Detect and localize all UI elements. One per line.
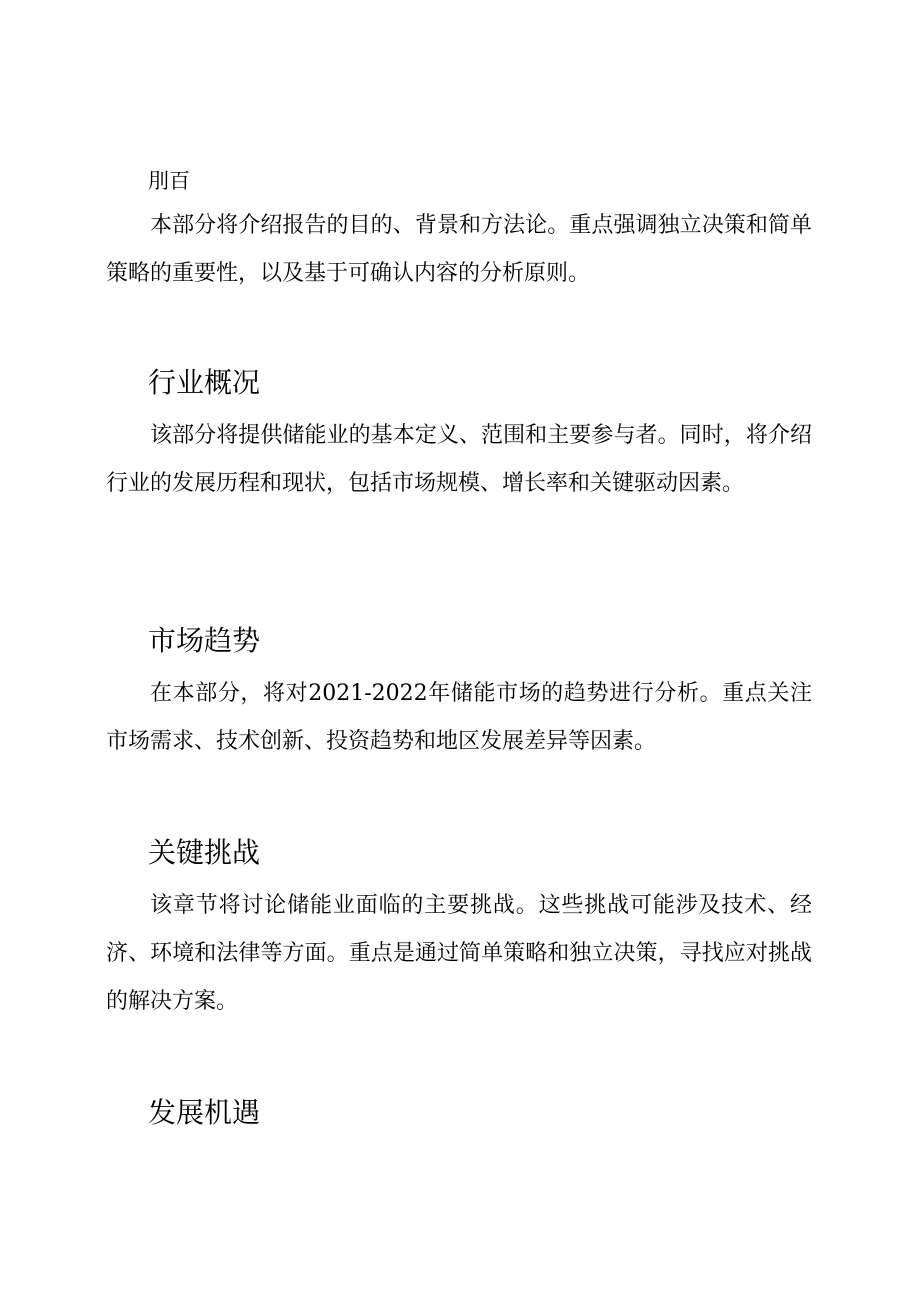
preface-title: 刖百 — [148, 169, 190, 193]
section-heading-market-trends: 市场趋势 — [148, 624, 261, 657]
section-paragraph-market-trends: 在本部分，将对2021-2022年储能市场的趋势进行分析。重点关注市场需求、技术创新、投资趋势和地区发展差异等因素。 — [106, 681, 812, 754]
preface-paragraph: 本部分将介绍报告的目的、背景和方法论。重点强调独立决策和简单策略的重要性，以及基于可确认内容的分析原则。 — [106, 213, 812, 286]
section-heading-development-opportunities: 发展机遇 — [148, 1096, 261, 1129]
section-heading-key-challenges: 关键挑战 — [148, 836, 261, 869]
section-paragraph-industry-overview: 该部分将提供储能业的基本定义、范围和主要参与者。同时，将介绍行业的发展历程和现状，包括市场规模、增长率和关键驱动因素。 — [106, 423, 812, 496]
section-paragraph-key-challenges: 该章节将讨论储能业面临的主要挑战。这些挑战可能涉及技术、经济、环境和法律等方面。重点是通过简单策略和独立决策，寻找应对挑战的解决方案。 — [106, 893, 812, 1014]
section-heading-industry-overview: 行业概况 — [148, 366, 261, 399]
